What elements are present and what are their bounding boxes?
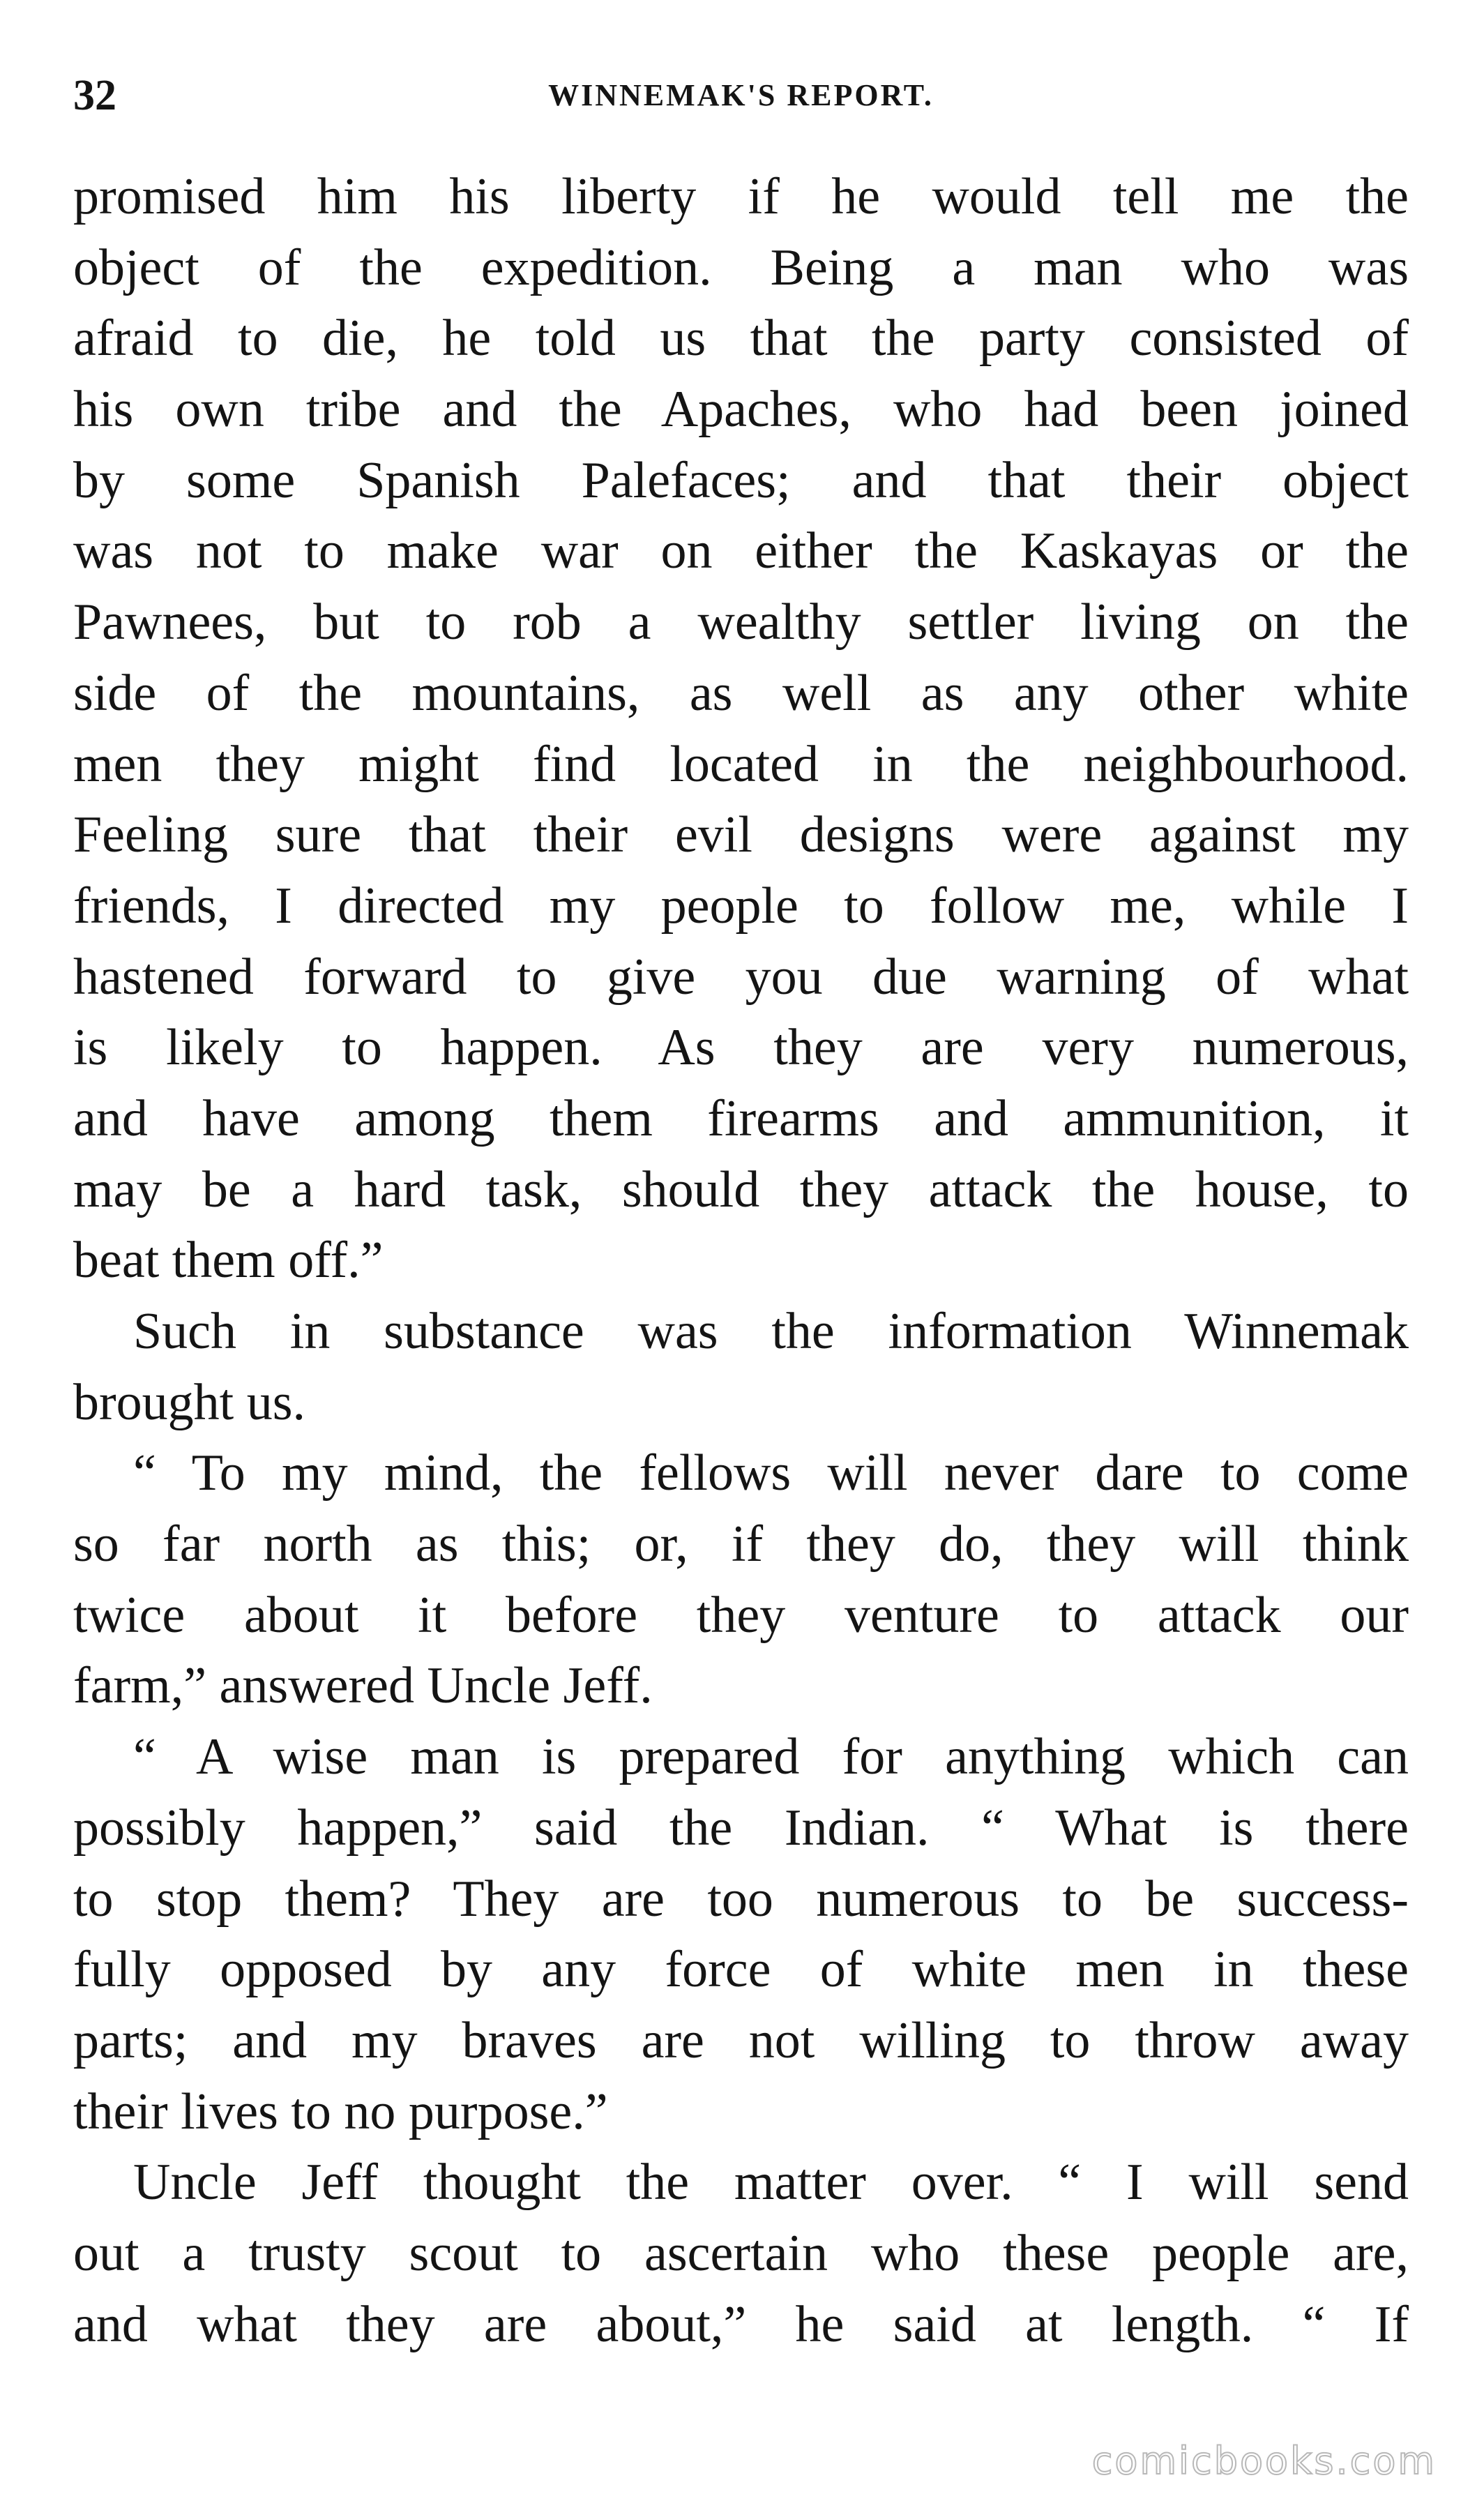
text-line: may be a hard task, should they attack the house, to bbox=[73, 1161, 1409, 1218]
text-line: to stop them? They are too numerous to be success- bbox=[73, 1870, 1409, 1928]
text-line: possibly happen,” said the Indian. “ What is there bbox=[73, 1799, 1409, 1857]
text-line: by some Spanish Palefaces; and that their object bbox=[73, 451, 1409, 509]
text-line: his own tribe and the Apaches, who had been joined bbox=[73, 381, 1409, 439]
text-line: men they might find located in the neighbourhood. bbox=[73, 735, 1409, 793]
text-line: their lives to no purpose.” bbox=[73, 2083, 608, 2140]
text-line: promised him his liberty if he would tell me the bbox=[73, 168, 1409, 225]
text-line: afraid to die, he told us that the party consisted of bbox=[73, 310, 1409, 368]
watermark: comicbooks.com bbox=[1091, 2439, 1437, 2483]
text-line: parts; and my braves are not willing to throw away bbox=[73, 2011, 1409, 2069]
text-line: so far north as this; or, if they do, they will think bbox=[73, 1516, 1409, 1573]
text-line: Feeling sure that their evil designs were against my bbox=[73, 806, 1409, 864]
text-line: hastened forward to give you due warning of what bbox=[73, 948, 1409, 1006]
text-line: Such in substance was the information Winnemak bbox=[133, 1303, 1409, 1360]
text-line: friends, I directed my people to follow me, while I bbox=[73, 877, 1409, 935]
page-number: 32 bbox=[73, 72, 116, 119]
text-line: “ To my mind, the fellows will never dare to come bbox=[133, 1444, 1409, 1502]
text-line: Pawnees, but to rob a wealthy settler living on the bbox=[73, 594, 1409, 651]
page-header bbox=[73, 64, 1409, 127]
text-line: Uncle Jeff thought the matter over. “ I will send bbox=[133, 2154, 1409, 2212]
text-line: fully opposed by any force of white men in these bbox=[73, 1941, 1409, 1999]
text-line: out a trusty scout to ascertain who these people are, bbox=[73, 2224, 1409, 2282]
text-line: and have among them firearms and ammunition, it bbox=[73, 1089, 1409, 1147]
body-text bbox=[73, 162, 1409, 2360]
text-line: is likely to happen. As they are very numerous, bbox=[73, 1019, 1409, 1077]
text-line: brought us. bbox=[73, 1373, 305, 1431]
text-line: twice about it before they venture to attack our bbox=[73, 1586, 1409, 1644]
text-line: object of the expedition. Being a man who was bbox=[73, 239, 1409, 296]
text-line: farm,” answered Uncle Jeff. bbox=[73, 1657, 653, 1715]
text-line: beat them off.” bbox=[73, 1232, 384, 1290]
text-line: was not to make war on either the Kaskayas or the bbox=[73, 522, 1409, 580]
text-line: and what they are about,” he said at length. “ If bbox=[73, 2295, 1409, 2353]
text-line: side of the mountains, as well as any other white bbox=[73, 664, 1409, 722]
running-head: WINNEMAK'S REPORT. bbox=[548, 78, 934, 112]
text-line: “ A wise man is prepared for anything which can bbox=[133, 1728, 1409, 1786]
